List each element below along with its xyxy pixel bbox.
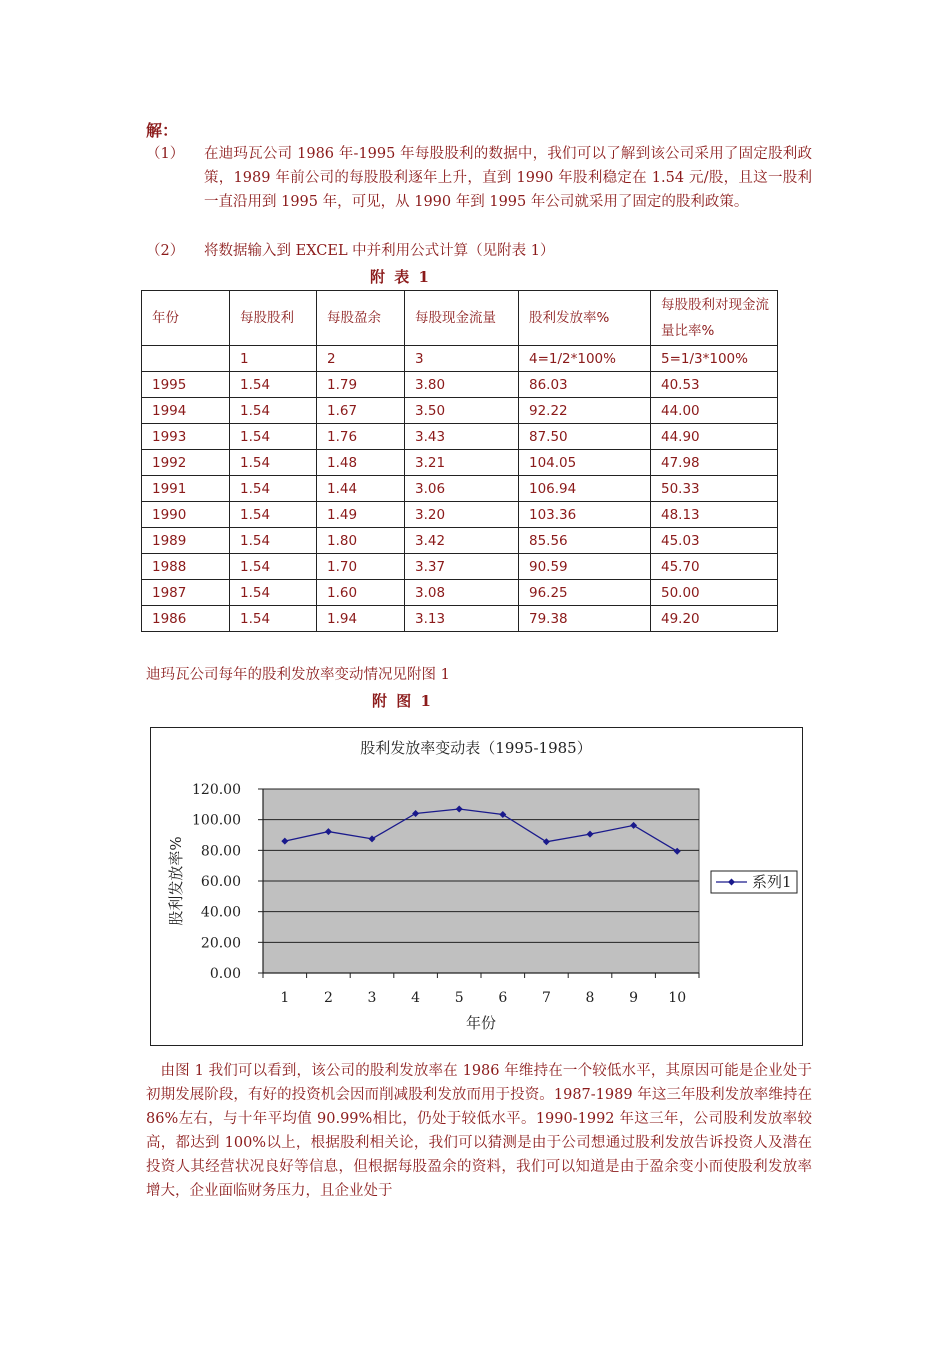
table-row	[142, 606, 778, 632]
table-cell: 3.13	[405, 606, 519, 632]
x-tick-label: 5	[454, 990, 464, 1006]
x-tick-label: 8	[585, 990, 595, 1006]
legend-label: 系列1	[752, 873, 792, 891]
table-cell: 1.80	[317, 528, 405, 554]
table-cell: 1990	[142, 502, 230, 528]
table-cell: 4=1/2*100%	[519, 346, 651, 372]
header-year: 年份	[142, 291, 230, 346]
table-cell: 1986	[142, 606, 230, 632]
y-tick-label: 100.00	[192, 812, 241, 829]
table-cell: 5=1/3*100%	[651, 346, 778, 372]
item-2-text: 将数据输入到 EXCEL 中并利用公式计算（见附表 1）	[204, 243, 555, 259]
table-row	[142, 398, 778, 424]
table-cell: 104.05	[519, 450, 651, 476]
dividend-table	[141, 290, 778, 632]
header-cash-flow-per-share: 每股现金流量	[405, 291, 519, 346]
y-axis-label: 股利发放率%	[167, 836, 185, 926]
y-tick-label: 120.00	[192, 782, 241, 798]
table-cell: 49.20	[651, 606, 778, 632]
table-row	[142, 502, 778, 528]
table-row	[142, 476, 778, 502]
table-cell: 1.54	[230, 398, 317, 424]
table-cell: 1.54	[230, 476, 317, 502]
header-dividend-per-share: 每股股利	[230, 291, 317, 346]
item-1-text: 在迪玛瓦公司 1986 年-1995 年每股股利的数据中，我们可以了解到该公司采用了固定股利政策，1989 年前公司的每股股利逐年上升，直到 1990 年股利稳定在 1.54 元/股，且这一股利一直沿用到 1995 年，可见，从 1990 年到 1995 年公司就采用了固定的股利政策。	[204, 146, 812, 210]
table-cell: 1.94	[317, 606, 405, 632]
table-cell: 3.50	[405, 398, 519, 424]
x-tick-label: 7	[541, 990, 551, 1006]
table-cell: 1994	[142, 398, 230, 424]
table-cell: 1.67	[317, 398, 405, 424]
table-cell: 1.54	[230, 502, 317, 528]
table-cell: 1.54	[230, 450, 317, 476]
table-cell	[142, 346, 230, 372]
table-row	[142, 528, 778, 554]
payout-ratio-chart	[151, 728, 802, 1045]
table-cell: 44.90	[651, 424, 778, 450]
table-cell: 1991	[142, 476, 230, 502]
chart-title: 股利发放率变动表（1995-1985）	[360, 739, 592, 757]
table-cell: 1.70	[317, 554, 405, 580]
table-cell: 3.20	[405, 502, 519, 528]
y-tick-label: 60.00	[200, 874, 241, 890]
table-formula-row	[142, 346, 778, 372]
table-cell: 40.53	[651, 372, 778, 398]
header-payout-ratio: 股利发放率%	[519, 291, 651, 346]
table-cell: 1.54	[230, 528, 317, 554]
chart-intro: 迪玛瓦公司每年的股利发放率变动情况见附图 1	[146, 667, 450, 683]
table-cell: 1	[230, 346, 317, 372]
item-2-number: （2）	[146, 243, 185, 259]
header-dividend-cashflow-ratio: 每股股利对现金流量比率%	[651, 291, 778, 346]
table-cell: 1.54	[230, 580, 317, 606]
table-cell: 1992	[142, 450, 230, 476]
table-cell: 3.43	[405, 424, 519, 450]
table-cell: 1.79	[317, 372, 405, 398]
x-tick-label: 1	[280, 990, 290, 1006]
table-cell: 47.98	[651, 450, 778, 476]
table-cell: 90.59	[519, 554, 651, 580]
table-cell: 1.49	[317, 502, 405, 528]
table-row	[142, 580, 778, 606]
table-row	[142, 424, 778, 450]
y-tick-label: 80.00	[200, 843, 241, 860]
table-cell: 3.80	[405, 372, 519, 398]
table-cell: 48.13	[651, 502, 778, 528]
table-cell: 45.70	[651, 554, 778, 580]
table-cell: 1.54	[230, 606, 317, 632]
y-tick-label: 0.00	[209, 966, 241, 982]
table-cell: 3.06	[405, 476, 519, 502]
table-cell: 79.38	[519, 606, 651, 632]
table-cell: 3.08	[405, 580, 519, 606]
x-axis-label: 年份	[465, 1014, 497, 1032]
x-tick-label: 2	[323, 990, 333, 1006]
solution-label: 解：	[146, 121, 179, 140]
table-cell: 1.76	[317, 424, 405, 450]
table-cell: 50.33	[651, 476, 778, 502]
table-cell: 87.50	[519, 424, 651, 450]
x-tick-label: 3	[367, 990, 377, 1006]
y-tick-label: 40.00	[200, 904, 241, 921]
table-row	[142, 450, 778, 476]
x-tick-label: 10	[668, 990, 687, 1006]
table-cell: 103.36	[519, 502, 651, 528]
table-cell: 44.00	[651, 398, 778, 424]
table-cell: 1.54	[230, 424, 317, 450]
y-tick-label: 20.00	[200, 935, 241, 952]
table-cell: 1.60	[317, 580, 405, 606]
table-cell: 3.21	[405, 450, 519, 476]
table-cell: 3.37	[405, 554, 519, 580]
x-tick-label: 9	[629, 990, 639, 1006]
analysis-paragraph: 由图 1 我们可以看到，该公司的股利发放率在 1986 年维持在一个较低水平，其原因可能是企业处于初期发展阶段，有好的投资机会因而削减股利发放而用于投资。1987-1989 年这三年股利发放率维持在 86%左右，与十年平均值 90.99%相比，仍处于较低水平。1990-1992 年这三年，公司股利发放率较高，都达到 100%以上，根据股利相关论，我们可以猜测是由于公司想通过股利发放告诉投资人及潜在投资人其经营状况良好等信息，但根据每股盈余的资料，我们可以知道是由于盈余变小而使股利发放率增大，企业面临财务压力，且企业处于	[146, 1063, 812, 1199]
table-cell: 86.03	[519, 372, 651, 398]
table-cell: 1988	[142, 554, 230, 580]
table-cell: 2	[317, 346, 405, 372]
table-cell: 1989	[142, 528, 230, 554]
table-cell: 1.48	[317, 450, 405, 476]
table-header-row	[142, 291, 778, 346]
table-cell: 1995	[142, 372, 230, 398]
table-caption: 附 表 1	[370, 268, 431, 286]
table-cell: 1987	[142, 580, 230, 606]
table-cell: 85.56	[519, 528, 651, 554]
figure-caption: 附 图 1	[372, 692, 433, 710]
x-tick-label: 6	[498, 990, 508, 1006]
header-eps: 每股盈余	[317, 291, 405, 346]
table-cell: 96.25	[519, 580, 651, 606]
item-1-number: （1）	[146, 146, 185, 162]
table-cell: 1993	[142, 424, 230, 450]
table-cell: 45.03	[651, 528, 778, 554]
table-cell: 92.22	[519, 398, 651, 424]
chart-container	[150, 727, 803, 1046]
table-cell: 3	[405, 346, 519, 372]
table-row	[142, 372, 778, 398]
table-cell: 1.54	[230, 554, 317, 580]
table-row	[142, 554, 778, 580]
table-cell: 1.54	[230, 372, 317, 398]
table-cell: 1.44	[317, 476, 405, 502]
table-cell: 106.94	[519, 476, 651, 502]
x-tick-label: 4	[411, 990, 421, 1006]
table-cell: 3.42	[405, 528, 519, 554]
table-cell: 50.00	[651, 580, 778, 606]
